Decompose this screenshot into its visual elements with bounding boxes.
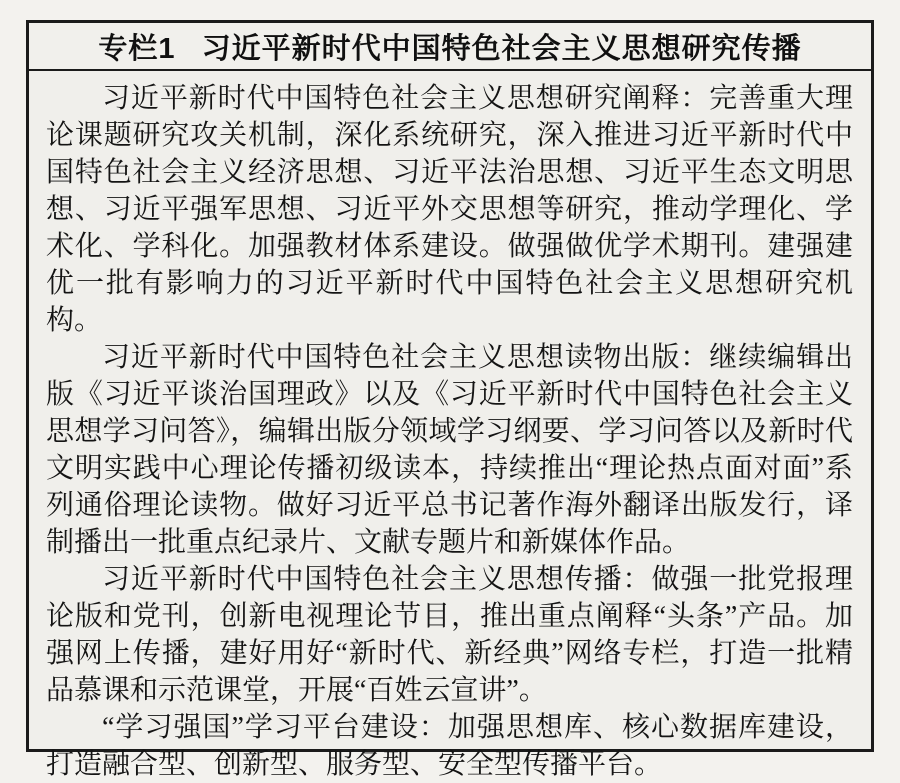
column-header xyxy=(29,23,871,71)
paragraph-xuexi-qiangguo-platform: “学习强国”学习平台建设：加强思想库、核心数据库建设，打造融合型、创新型、服务型、安全型传播平台。 xyxy=(46,712,853,780)
paragraph-thought-dissemination: 习近平新时代中国特色社会主义思想传播：做强一批党报理论版和党刊，创新电视理论节目，推出重点阐释“头条”产品。加强网上传播，建好用好“新时代、新经典”网络专栏，打造一批精品慕课和示范课堂，开展“百姓云宣讲”。 xyxy=(46,564,853,706)
column-label: 专栏1 xyxy=(98,32,176,65)
column-box xyxy=(26,20,874,780)
paragraph-readings-publication: 习近平新时代中国特色社会主义思想读物出版：继续编辑出版《习近平谈治国理政》以及《习近平新时代中国特色社会主义思想学习问答》，编辑出版分领域学习纲要、学习问答以及新时代文明实践中心理论传播初级读本，持续推出“理论热点面对面”系列通俗理论读物。做好习近平总书记著作海外翻译出版发行，译制播出一批重点纪录片、文献专题片和新媒体作品。 xyxy=(46,342,853,558)
paragraph-research-interpretation: 习近平新时代中国特色社会主义思想研究阐释：完善重大理论课题研究攻关机制，深化系统研究，深入推进习近平新时代中国特色社会主义经济思想、习近平法治思想、习近平生态文明思想、习近平强军思想、习近平外交思想等研究，推动学理化、学术化、学科化。加强教材体系建设。做强做优学术期刊。建强建优一批有影响力的习近平新时代中国特色社会主义思想研究机构。 xyxy=(46,83,853,336)
column-title: 习近平新时代中国特色社会主义思想研究传播 xyxy=(201,32,802,65)
column-body xyxy=(29,71,871,783)
